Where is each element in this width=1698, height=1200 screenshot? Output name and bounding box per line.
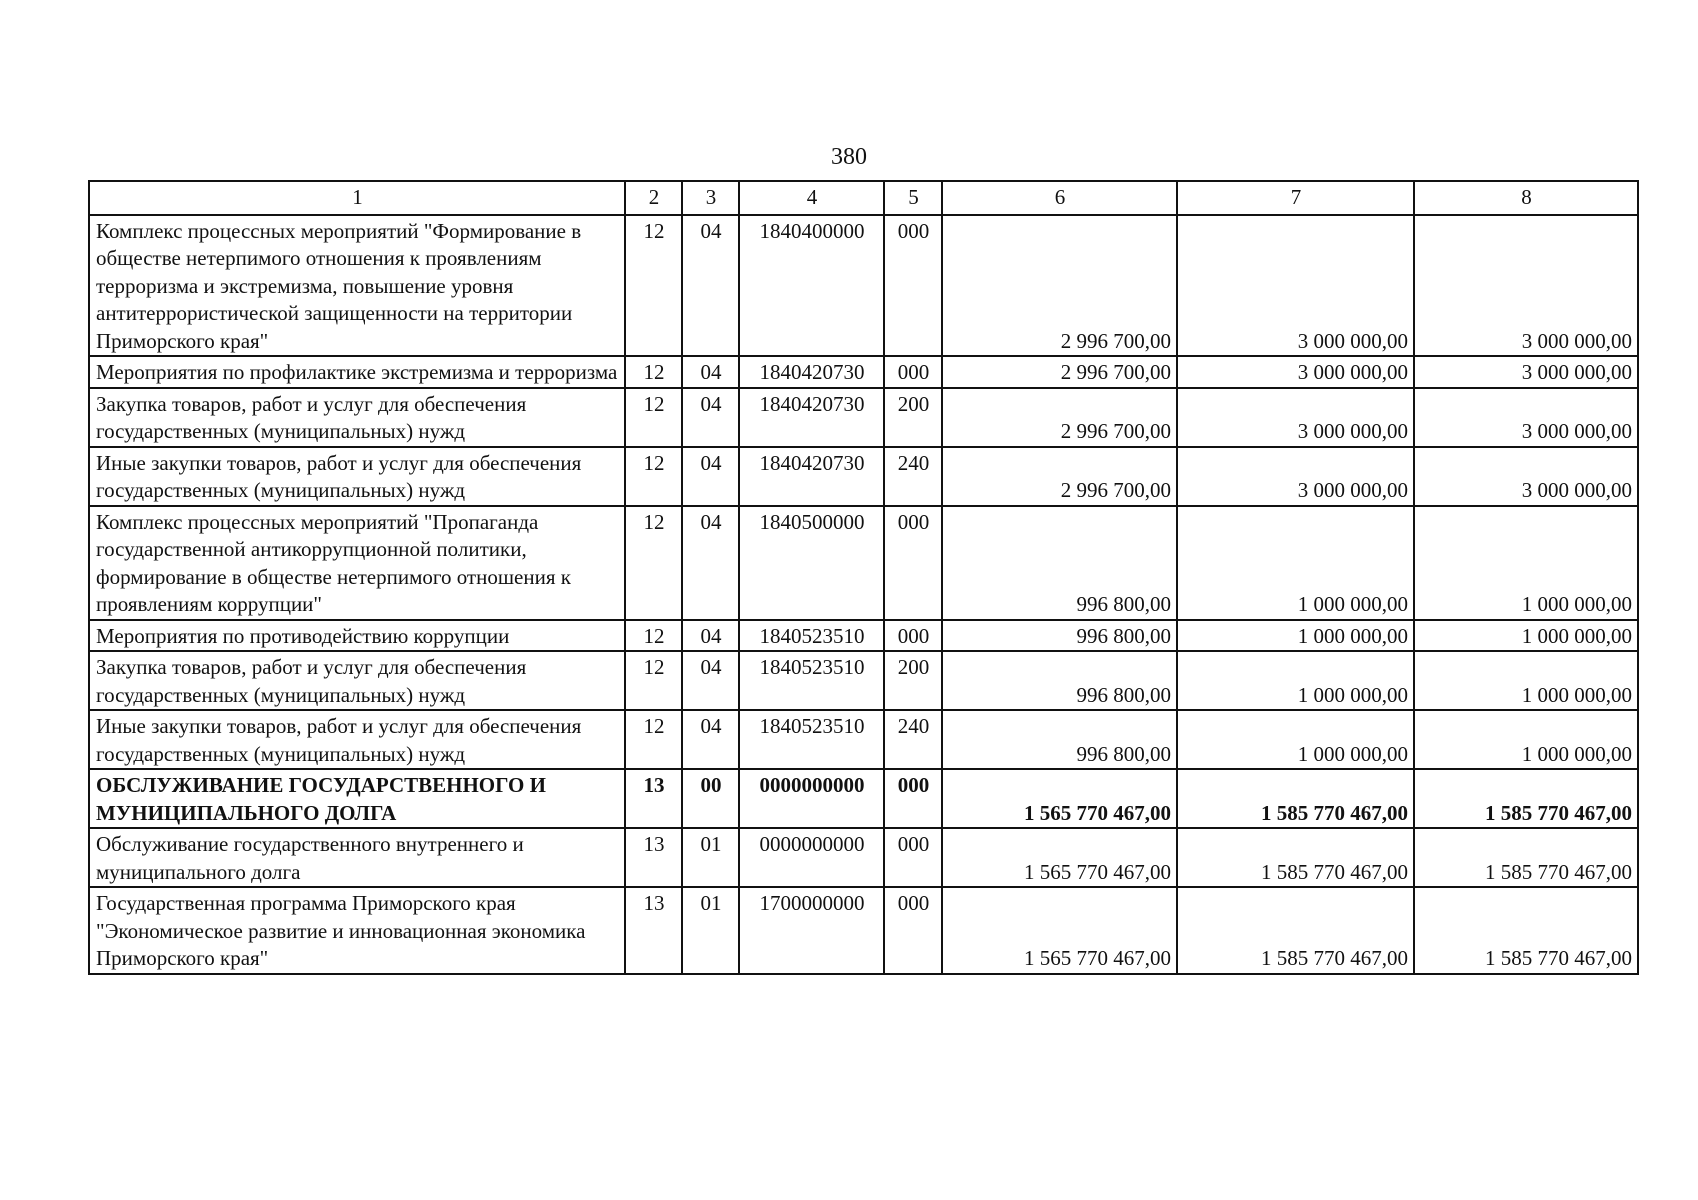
row-expense-type: 240: [884, 710, 942, 769]
row-subsection: 04: [682, 710, 739, 769]
row-amount-col8: 1 000 000,00: [1414, 620, 1638, 652]
row-expense-type: 000: [884, 215, 942, 357]
table-row: [89, 710, 1638, 769]
row-amount-col6: 996 800,00: [942, 620, 1177, 652]
row-amount-col6: 1 565 770 467,00: [942, 887, 1177, 974]
row-subsection: 04: [682, 447, 739, 506]
row-amount-col6: 2 996 700,00: [942, 215, 1177, 357]
row-name: Мероприятия по противодействию коррупции: [89, 620, 625, 652]
row-amount-col8: 3 000 000,00: [1414, 388, 1638, 447]
row-amount-col6: 2 996 700,00: [942, 356, 1177, 388]
row-amount-col6: 996 800,00: [942, 710, 1177, 769]
row-subsection: 04: [682, 651, 739, 710]
row-expense-type: 000: [884, 620, 942, 652]
table-body: [89, 215, 1638, 974]
row-amount-col6: 2 996 700,00: [942, 388, 1177, 447]
column-header-4: 4: [739, 181, 884, 215]
column-header-2: 2: [625, 181, 682, 215]
row-name: Мероприятия по профилактике экстремизма и терроризма: [89, 356, 625, 388]
row-amount-col7: 3 000 000,00: [1177, 447, 1414, 506]
row-amount-col6: 1 565 770 467,00: [942, 828, 1177, 887]
row-subsection: 04: [682, 388, 739, 447]
row-amount-col7: 1 585 770 467,00: [1177, 828, 1414, 887]
row-section: 12: [625, 215, 682, 357]
row-target-article: 1840523510: [739, 620, 884, 652]
column-header-6: 6: [942, 181, 1177, 215]
row-amount-col6: 2 996 700,00: [942, 447, 1177, 506]
row-amount-col7: 1 585 770 467,00: [1177, 887, 1414, 974]
row-subsection: 04: [682, 620, 739, 652]
row-amount-col7: 3 000 000,00: [1177, 215, 1414, 357]
row-subsection: 00: [682, 769, 739, 828]
row-target-article: 1840523510: [739, 710, 884, 769]
column-header-5: 5: [884, 181, 942, 215]
row-amount-col8: 3 000 000,00: [1414, 356, 1638, 388]
column-header-3: 3: [682, 181, 739, 215]
row-section: 13: [625, 828, 682, 887]
row-name: Закупка товаров, работ и услуг для обеспечения государственных (муниципальных) нужд: [89, 651, 625, 710]
row-target-article: 1840420730: [739, 447, 884, 506]
row-subsection: 01: [682, 828, 739, 887]
row-subsection: 01: [682, 887, 739, 974]
row-amount-col8: 1 000 000,00: [1414, 506, 1638, 620]
row-amount-col6: 996 800,00: [942, 651, 1177, 710]
row-section: 12: [625, 620, 682, 652]
row-amount-col7: 1 000 000,00: [1177, 710, 1414, 769]
row-section: 13: [625, 887, 682, 974]
table-row: [89, 356, 1638, 388]
row-expense-type: 000: [884, 356, 942, 388]
row-section: 12: [625, 710, 682, 769]
row-target-article: 1840500000: [739, 506, 884, 620]
header-row: [89, 181, 1638, 215]
row-section: 12: [625, 506, 682, 620]
row-name: Иные закупки товаров, работ и услуг для обеспечения государственных (муниципальных) нужд: [89, 447, 625, 506]
column-header-1: 1: [89, 181, 625, 215]
row-name: Комплекс процессных мероприятий "Формирование в обществе нетерпимого отношения к проявлениям терроризма и экстремизма, повышение уровня антитеррористической защищенности на территории Приморского края": [89, 215, 625, 357]
row-amount-col8: 1 000 000,00: [1414, 651, 1638, 710]
row-section: 13: [625, 769, 682, 828]
row-amount-col8: 1 000 000,00: [1414, 710, 1638, 769]
column-header-7: 7: [1177, 181, 1414, 215]
row-name: Иные закупки товаров, работ и услуг для обеспечения государственных (муниципальных) нужд: [89, 710, 625, 769]
row-amount-col7: 3 000 000,00: [1177, 356, 1414, 388]
row-section: 12: [625, 356, 682, 388]
row-subsection: 04: [682, 215, 739, 357]
row-target-article: 1840523510: [739, 651, 884, 710]
row-expense-type: 240: [884, 447, 942, 506]
table-row: [89, 828, 1638, 887]
row-section: 12: [625, 447, 682, 506]
table-row: [89, 620, 1638, 652]
row-expense-type: 000: [884, 506, 942, 620]
row-amount-col8: 3 000 000,00: [1414, 447, 1638, 506]
row-name: Государственная программа Приморского края "Экономическое развитие и инновационная экономика Приморского края": [89, 887, 625, 974]
row-subsection: 04: [682, 356, 739, 388]
row-amount-col7: 3 000 000,00: [1177, 388, 1414, 447]
row-amount-col7: 1 000 000,00: [1177, 651, 1414, 710]
row-target-article: 1840400000: [739, 215, 884, 357]
table-row: [89, 506, 1638, 620]
budget-table: [88, 180, 1639, 975]
row-expense-type: 000: [884, 887, 942, 974]
row-amount-col7: 1 000 000,00: [1177, 506, 1414, 620]
row-section: 12: [625, 651, 682, 710]
row-name: Обслуживание государственного внутреннего и муниципального долга: [89, 828, 625, 887]
table-row: [89, 215, 1638, 357]
row-expense-type: 200: [884, 651, 942, 710]
row-expense-type: 000: [884, 828, 942, 887]
row-name: Комплекс процессных мероприятий "Пропаганда государственной антикоррупционной политики, формирование в обществе нетерпимого отношения к проявлениям коррупции": [89, 506, 625, 620]
row-target-article: 0000000000: [739, 828, 884, 887]
row-target-article: 1840420730: [739, 356, 884, 388]
table-row: [89, 769, 1638, 828]
row-amount-col6: 996 800,00: [942, 506, 1177, 620]
row-expense-type: 000: [884, 769, 942, 828]
row-target-article: 0000000000: [739, 769, 884, 828]
row-amount-col7: 1 000 000,00: [1177, 620, 1414, 652]
row-target-article: 1840420730: [739, 388, 884, 447]
row-name: Закупка товаров, работ и услуг для обеспечения государственных (муниципальных) нужд: [89, 388, 625, 447]
row-section: 12: [625, 388, 682, 447]
table-row: [89, 887, 1638, 974]
row-amount-col8: 1 585 770 467,00: [1414, 887, 1638, 974]
row-amount-col8: 1 585 770 467,00: [1414, 828, 1638, 887]
row-name: ОБСЛУЖИВАНИЕ ГОСУДАРСТВЕННОГО И МУНИЦИПАЛЬНОГО ДОЛГА: [89, 769, 625, 828]
row-amount-col7: 1 585 770 467,00: [1177, 769, 1414, 828]
row-amount-col8: 1 585 770 467,00: [1414, 769, 1638, 828]
row-amount-col8: 3 000 000,00: [1414, 215, 1638, 357]
table-row: [89, 651, 1638, 710]
row-expense-type: 200: [884, 388, 942, 447]
row-target-article: 1700000000: [739, 887, 884, 974]
row-amount-col6: 1 565 770 467,00: [942, 769, 1177, 828]
table-row: [89, 388, 1638, 447]
page-number: 380: [831, 144, 867, 170]
row-subsection: 04: [682, 506, 739, 620]
column-header-8: 8: [1414, 181, 1638, 215]
table-row: [89, 447, 1638, 506]
